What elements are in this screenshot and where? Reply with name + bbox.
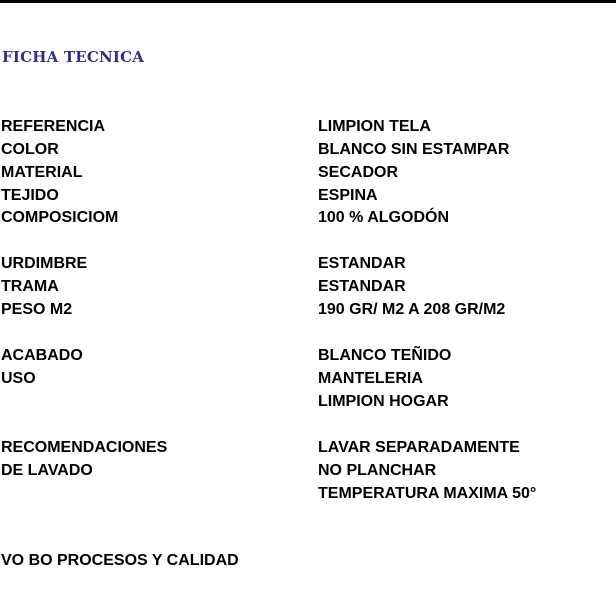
document-title: FICHA TECNICA: [2, 48, 145, 66]
spec-label: PESO M2: [1, 301, 73, 318]
spec-row: [0, 186, 616, 209]
spec-row: [0, 277, 616, 300]
spec-row: [0, 369, 616, 392]
spec-row: [0, 392, 616, 415]
spec-value: ESTANDAR: [318, 255, 406, 272]
spec-row: [0, 461, 616, 484]
spec-value: LIMPION HOGAR: [318, 393, 449, 410]
spec-value: MANTELERIA: [318, 370, 423, 387]
spec-label: REFERENCIA: [1, 118, 106, 135]
spec-value: ESTANDAR: [318, 278, 406, 295]
spec-row: [0, 300, 616, 323]
spec-row: [0, 140, 616, 163]
spec-value: SECADOR: [318, 164, 399, 181]
spec-value: LAVAR SEPARADAMENTE: [318, 439, 520, 456]
spec-row: [0, 484, 616, 507]
spec-row: [0, 117, 616, 140]
spec-label: TRAMA: [1, 278, 59, 295]
spec-label: RECOMENDACIONES: [1, 439, 168, 456]
spec-value: 100 % ALGODÓN: [318, 209, 449, 226]
spec-row: [0, 346, 616, 369]
spec-row: [0, 438, 616, 461]
spec-value: BLANCO TEÑIDO: [318, 347, 452, 364]
spec-label: ACABADO: [1, 347, 83, 364]
approval-footer: VO BO PROCESOS Y CALIDAD: [1, 552, 239, 569]
spec-label: COMPOSICIOM: [1, 209, 119, 226]
spec-value: LIMPION TELA: [318, 118, 431, 135]
spec-label: COLOR: [1, 141, 59, 158]
spec-label: TEJIDO: [1, 187, 59, 204]
top-border-line: [0, 0, 616, 3]
spec-value: BLANCO SIN ESTAMPAR: [318, 141, 510, 158]
spec-label: MATERIAL: [1, 164, 83, 181]
spec-row: [0, 208, 616, 231]
spec-row: [0, 163, 616, 186]
spec-value: ESPINA: [318, 187, 378, 204]
spec-value: TEMPERATURA MAXIMA 50°: [318, 485, 537, 502]
spec-label: USO: [1, 370, 36, 387]
spec-label: DE LAVADO: [1, 462, 93, 479]
spec-label: URDIMBRE: [1, 255, 88, 272]
spec-value: NO PLANCHAR: [318, 462, 437, 479]
spec-row: [0, 254, 616, 277]
spec-value: 190 GR/ M2 A 208 GR/M2: [318, 301, 506, 318]
